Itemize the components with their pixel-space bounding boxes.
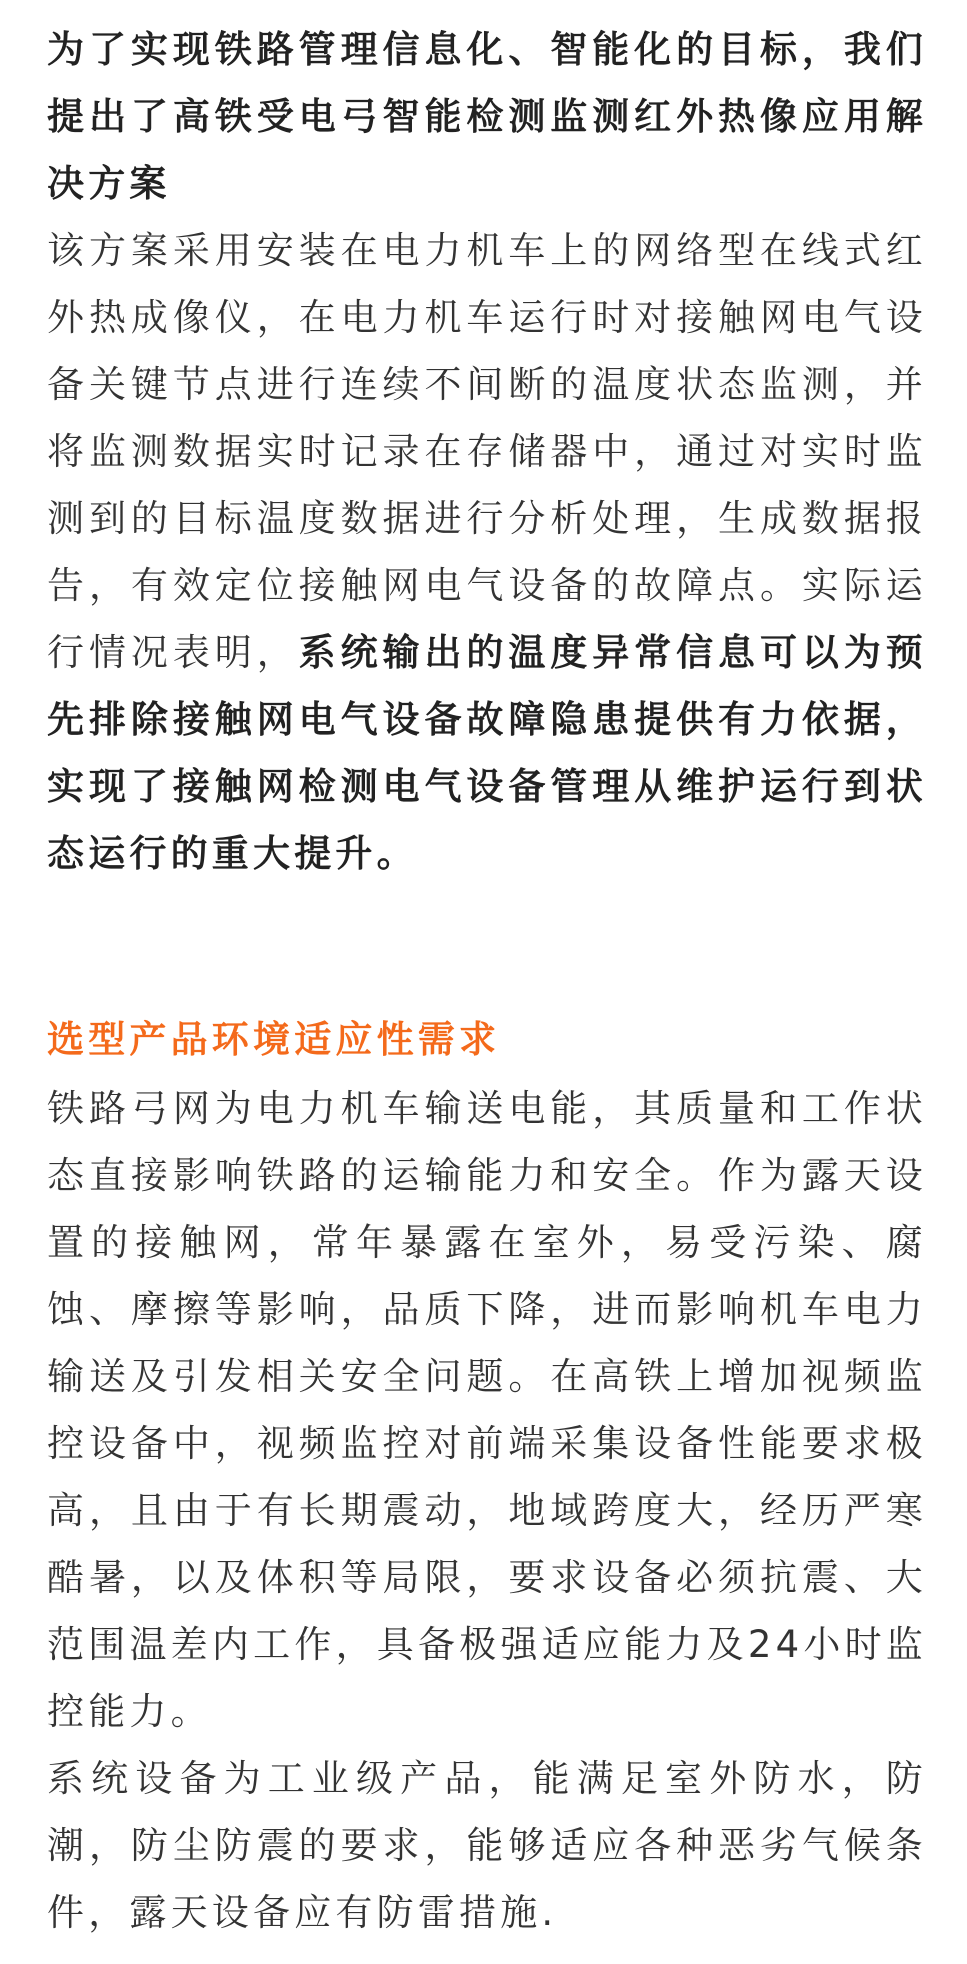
section-heading: 选型产品环境适应性需求 bbox=[47, 1018, 501, 1061]
article-body bbox=[47, 16, 927, 1946]
intro-heading: 为了实现铁路管理信息化、智能化的目标，我们提出了高铁受电弓智能检测监测红外热像应用解决方案 bbox=[47, 28, 927, 205]
section-paragraph-1: 铁路弓网为电力机车输送电能，其质量和工作状态直接影响铁路的运输能力和安全。作为露天设置的接触网，常年暴露在室外，易受污染、腐蚀、摩擦等影响，品质下降，进而影响机车电力输送及引发相关安全问题。在高铁上增加视频监控设备中，视频监控对前端采集设备性能要求极高，且由于有长期震动，地域跨度大，经历严寒酷暑，以及体积等局限，要求设备必须抗震、大范围温差内工作，具备极强适应能力及24小时监控能力。 bbox=[47, 1087, 927, 1733]
intro-body-text: 该方案采用安装在电力机车上的网络型在线式红外热成像仪，在电力机车运行时对接触网电气设备关键节点进行连续不间断的温度状态监测，并将监测数据实时记录在存储器中，通过对实时监测到的目标温度数据进行分析处理，生成数据报告，有效定位接触网电气设备的故障点。实际运行情况表明， bbox=[47, 229, 927, 674]
intro-emphasis-text: 系统输出的温度异常信息可以为预先排除接触网电气设备故障隐患提供有力依据，实现了接触网检测电气设备管理从维护运行到状态运行的重大提升。 bbox=[47, 631, 927, 875]
section-paragraph-2: 系统设备为工业级产品，能满足室外防水，防潮，防尘防震的要求，能够适应各种恶劣气候条件，露天设备应有防雷措施. bbox=[47, 1757, 927, 1934]
intro-paragraph bbox=[47, 217, 927, 887]
